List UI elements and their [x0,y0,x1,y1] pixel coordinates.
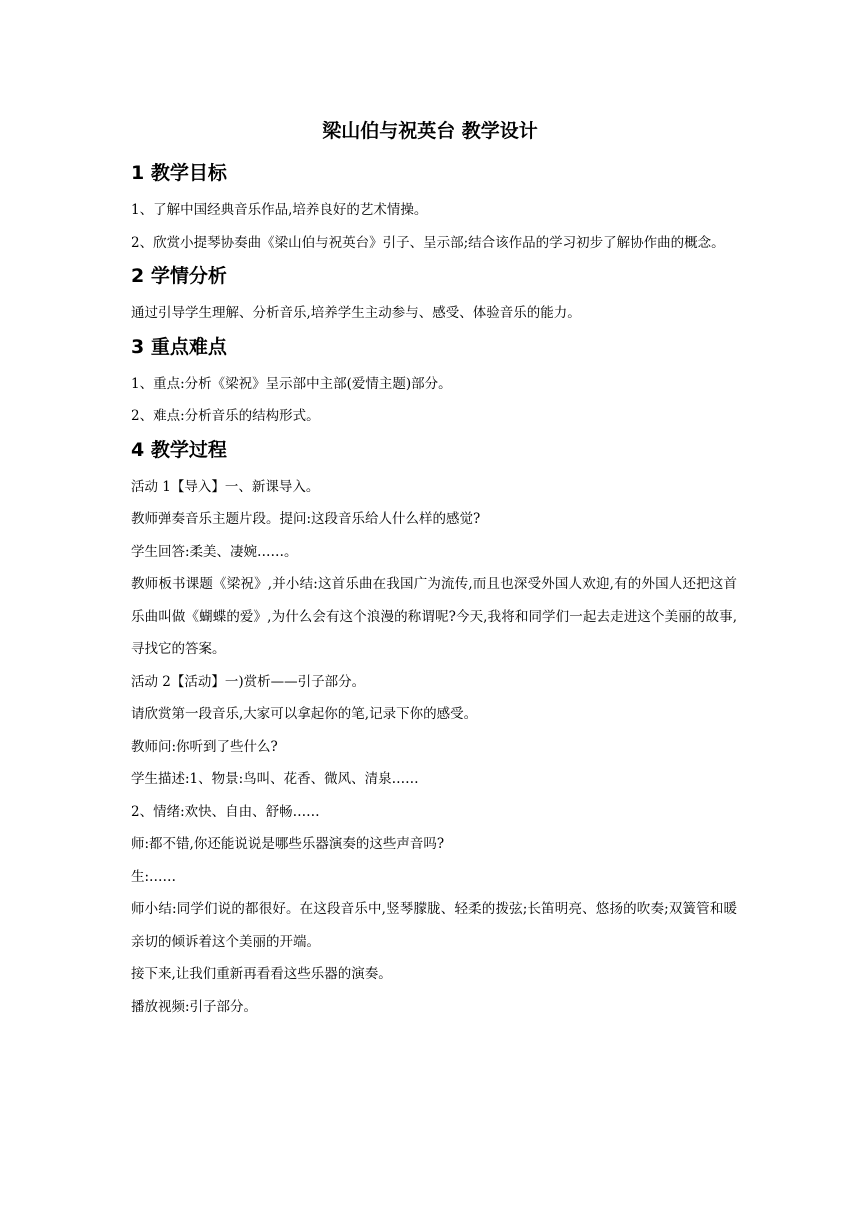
section-heading-process: 4 教学过程 [131,438,227,461]
paragraph: 请欣赏第一段音乐,大家可以拿起你的笔,记录下你的感受。 [131,706,478,722]
paragraph: 学生回答:柔美、凄婉……。 [131,543,298,560]
paragraph: 播放视频:引子部分。 [131,998,258,1015]
paragraph: 活动 1【导入】一、新课导入。 [131,478,320,495]
paragraph: 活动 2【活动】一)赏析——引子部分。 [131,673,366,690]
paragraph: 1、重点:分析《梁祝》呈示部中主部(爱情主题)部分。 [131,375,452,392]
paragraph: 教师问:你听到了些什么? [131,738,278,755]
paragraph: 师:都不错,你还能说说是哪些乐器演奏的这些声音吗? [131,836,445,852]
paragraph: 通过引导学生理解、分析音乐,培养学生主动参与、感受、体验音乐的能力。 [131,305,581,321]
document-body [131,156,737,1023]
paragraph: 师小结:同学们说的都很好。在这段音乐中,竖琴朦胧、轻柔的拨弦;长笛明亮、悠扬的吹奏;双簧管和暖亲切的倾诉着这个美丽的开端。 [131,901,737,950]
paragraph: 1、了解中国经典音乐作品,培养良好的艺术情操。 [131,202,428,218]
paragraph: 生:…… [131,868,177,885]
section-heading-key-points: 3 重点难点 [131,335,227,358]
paragraph: 接下来,让我们重新再看看这些乐器的演奏。 [131,966,392,982]
document-title: 梁山伯与祝英台 教学设计 [322,120,538,142]
paragraph: 教师板书课题《梁祝》,并小结:这首乐曲在我国广为流传,而且也深受外国人欢迎,有的外国人还把这首乐曲叫做《蝴蝶的爱》,为什么会有这个浪漫的称谓呢?今天,我将和同学们一起去走进这个美丽的故事,寻找它的答案。 [131,576,737,657]
paragraph: 2、情绪:欢快、自由、舒畅…… [131,803,320,820]
paragraph: 2、欣赏小提琴协奏曲《梁山伯与祝英台》引子、呈示部;结合该作品的学习初步了解协作曲的概念。 [131,234,725,251]
section-heading-objectives: 1 教学目标 [131,162,227,184]
paragraph: 2、难点:分析音乐的结构形式。 [131,408,320,424]
paragraph: 学生描述:1、物景:鸟叫、花香、微风、清泉…… [131,771,419,787]
paragraph: 教师弹奏音乐主题片段。提问:这段音乐给人什么样的感觉? [131,511,481,527]
section-heading-analysis: 2 学情分析 [131,265,227,287]
